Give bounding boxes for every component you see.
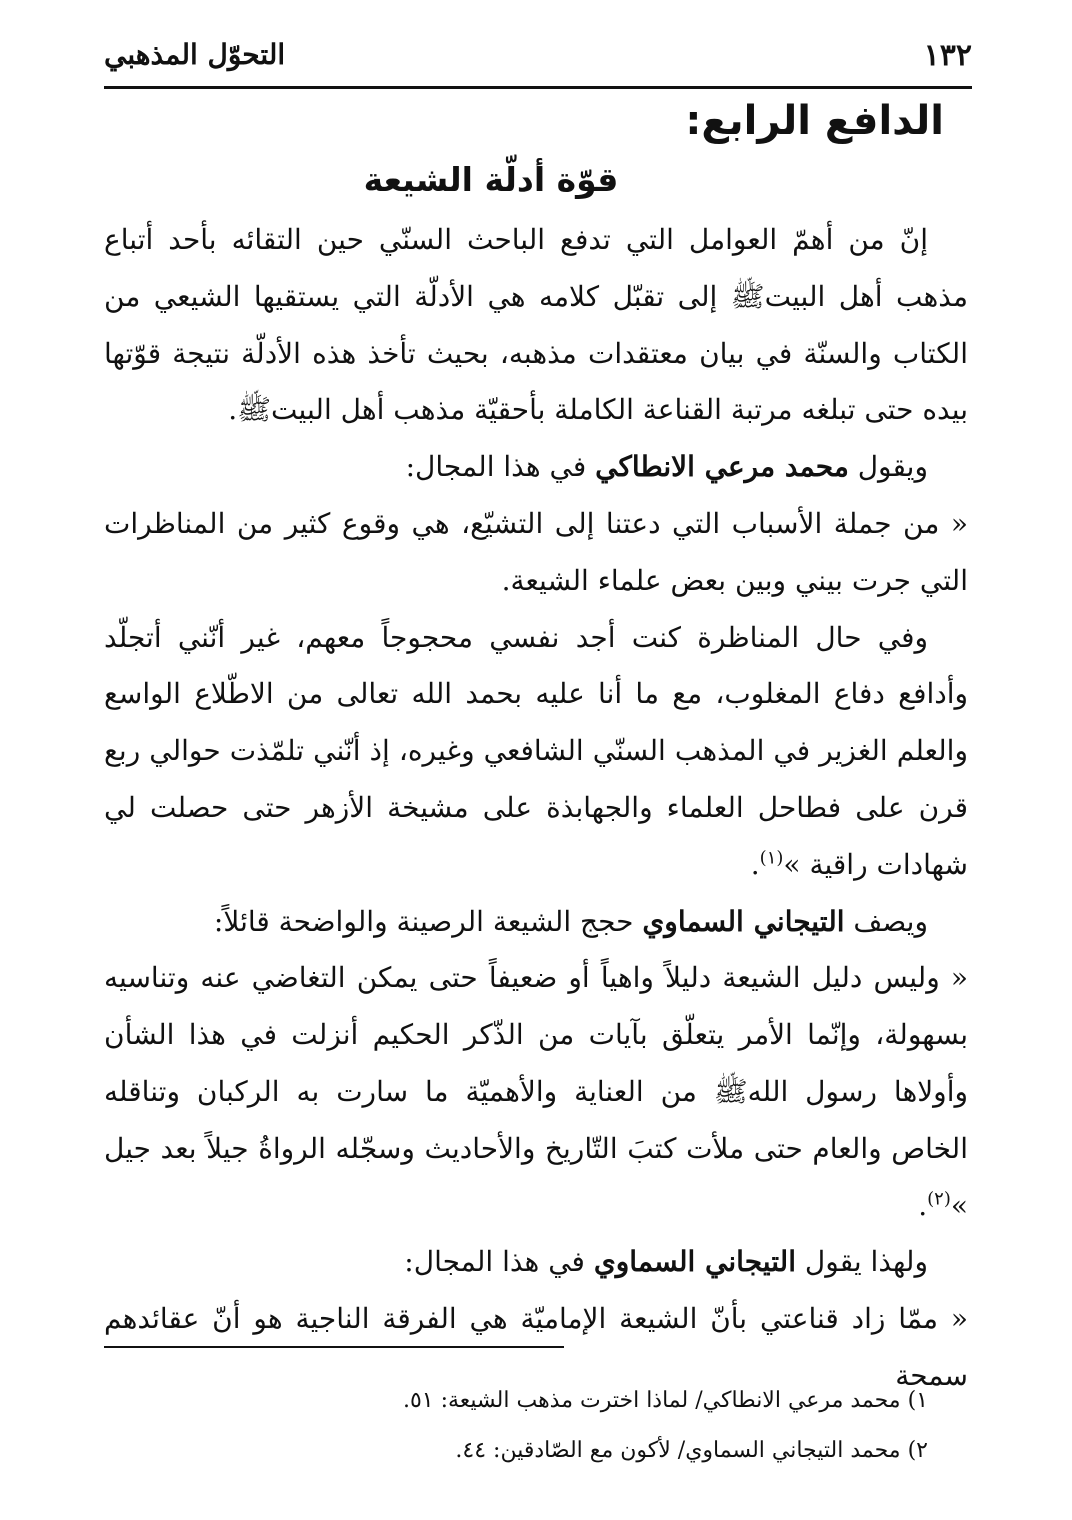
footnote-ref-1: (١) <box>759 847 784 869</box>
running-header <box>104 30 972 80</box>
speaker-name: محمد مرعي الانطاكي <box>595 450 849 484</box>
header-rule <box>104 86 972 89</box>
text-prefix: ويقول <box>848 450 928 484</box>
paragraph-intro: إنّ من أهمّ العوامل التي تدفع الباحث السنّي حين التقائه بأحد أتباع مذهب أهل البيتﷺ إلى تقبّل كلامه هي الأدلّة التي يستقيها الشيعي من الكتاب والسنّة في بيان معتقدات مذهبه، بحيث تأخذ هذه الأدلّة نتيجة قوّتها بيده حتى تبلغه مرتبة القناعة الكاملة بأحقيّة مذهب أهل البيتﷺ. <box>104 223 968 427</box>
text-suffix: في هذا المجال: <box>404 1245 594 1279</box>
page-number: ١٣٢ <box>923 38 972 73</box>
paragraph-antaki-quote-2 <box>104 610 968 894</box>
speaker-name: التيجاني السماوي <box>593 1245 796 1279</box>
body-text <box>104 212 968 1405</box>
paragraph-tijani-quote-2: « ممّا زاد قناعتي بأنّ الشيعة الإماميّة هي الفرقة الناجية هو أنّ عقائدهم سمحة <box>104 1302 968 1392</box>
footnote-1: ١) محمد مرعي الانطاكي/ لماذا اخترت مذهب الشيعة: ٥١. <box>402 1388 928 1413</box>
text-suffix: في هذا المجال: <box>405 450 596 484</box>
section-title: قوّة أدلّة الشيعة <box>363 160 619 199</box>
paragraph-tijani-intro <box>104 894 968 951</box>
paragraph-antaki-quote-1: « من جملة الأسباب التي دعتنا إلى التشيّع، هي وقوع كثير من المناظرات التي جرت بيني وبين بعض علماء الشيعة. <box>104 506 968 597</box>
paragraph-antaki-intro <box>104 439 968 496</box>
text-prefix: ويصف <box>844 904 928 938</box>
quote-text: « وليس دليل الشيعة دليلاً واهياً أو ضعيفاً حتى يمكن التغاضي عنه وتناسيه بسهولة، وإنّما الأمر يتعلّق بآيات من الذّكر الحكيم أنزلت في هذا الشأن وأولاها رسول اللهﷺ من العناية والأهميّة ما سارت به الركبان وتناقله الخاص والعام حتى ملأت كتبَ التّاريخ والأحاديث وسجّله الرواةُ جيلاً بعد جيل » <box>104 961 968 1222</box>
footnotes <box>104 1376 968 1476</box>
book-title: التحوّل المذهبي <box>104 38 286 71</box>
quote-text: وفي حال المناظرة كنت أجد نفسي محجوجاً معهم، غير أنّني أتجلّد وأدافع دفاع المغلوب، مع ما أنا عليه بحمد الله تعالى من الاطّلاع الواسع والعلم الغزير في المذهب السنّي الشافعي وغيره، إذ أنّني تلمّذت حوالي ربع قرن على فطاحل العلماء والجهابذة على مشيخة الأزهر حتى حصلت لي شهادات راقية » <box>104 620 968 881</box>
footnote-ref-2: (٢) <box>927 1188 951 1210</box>
section-label: الدافع الرابع: <box>685 98 944 144</box>
footnote-2: ٢) محمد التيجاني السماوي/ لأكون مع الصّادقين: ٤٤. <box>455 1438 928 1463</box>
speaker-name: التيجاني السماوي <box>642 904 845 938</box>
text-prefix: ولهذا يقول <box>795 1245 928 1279</box>
paragraph-tijani-intro-2 <box>104 1234 968 1291</box>
text-suffix: حجج الشيعة الرصينة والواضحة قائلاً: <box>213 904 643 938</box>
quote-end: . <box>750 847 760 881</box>
paragraph-tijani-quote <box>104 950 968 1234</box>
quote-end: . <box>918 1188 928 1222</box>
footnote-rule <box>104 1346 564 1348</box>
